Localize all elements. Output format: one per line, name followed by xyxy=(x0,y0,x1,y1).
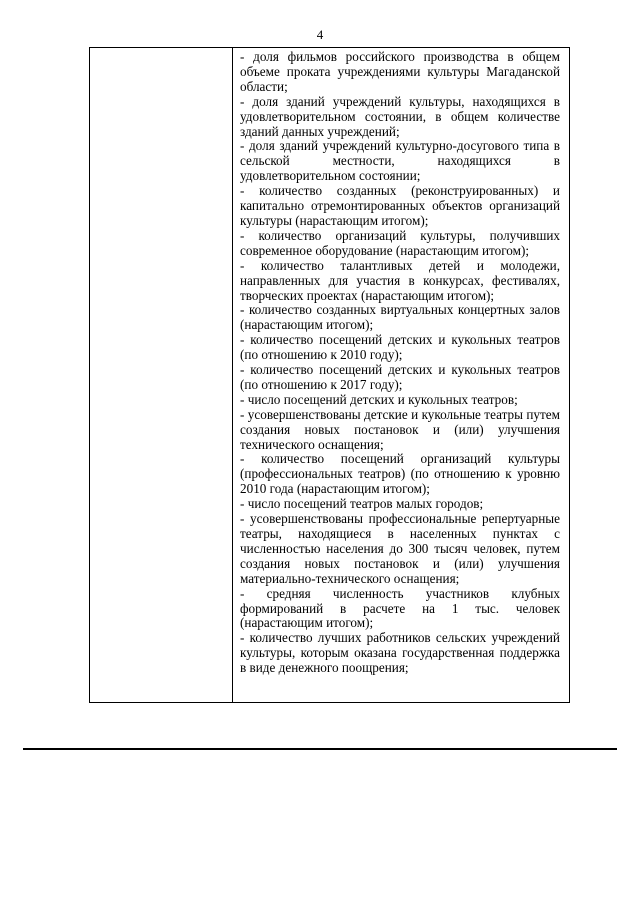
list-item: - количество посещений организаций культуры (профессиональных театров) (по отношению к уровню 2010 года (нарастающим итогом); xyxy=(240,451,560,497)
indicators-table xyxy=(89,47,570,703)
list-item: - количество посещений детских и кукольных театров (по отношению к 2010 году); xyxy=(240,332,560,363)
list-item: - количество посещений детских и кукольных театров (по отношению к 2017 году); xyxy=(240,362,560,392)
list-item: - количество созданных (реконструированных) и капитально отремонтированных объектов организаций культуры (нарастающим итогом); xyxy=(240,183,560,228)
list-item: - число посещений детских и кукольных театров; xyxy=(240,391,518,407)
list-item: - доля фильмов российского производства в общем объеме проката учреждениями культуры Магаданской области; xyxy=(240,49,560,94)
list-item: - количество организаций культуры, получивших современное оборудование (нарастающим итогом); xyxy=(240,227,560,258)
page-number: 4 xyxy=(316,27,324,42)
list-item: - доля зданий учреждений культурно-досугового типа в сельской местности, находящихся в удовлетворительном состоянии; xyxy=(240,138,560,184)
list-item: - средняя численность участников клубных формирований в расчете на 1 тыс. человек (нарастающим итогом); xyxy=(240,585,560,631)
table-left-cell xyxy=(90,48,233,702)
list-item: - количество созданных виртуальных концертных залов (нарастающим итогом); xyxy=(240,302,560,333)
list-item: - усовершенствованы профессиональные репертуарные театры, находящиеся в населенных пунктах с численностью населения до 300 тысяч человек, путем создания новых постановок и (или) улучшения материально-технического оснащения; xyxy=(240,511,560,586)
list-item: - количество талантливых детей и молодежи, направленных для участия в конкурсах, фестивалях, творческих проектах (нарастающим итогом); xyxy=(240,257,560,303)
list-item: - число посещений театров малых городов; xyxy=(240,496,484,512)
table-right-cell xyxy=(233,48,569,702)
list-item: - количество лучших работников сельских учреждений культуры, которым оказана государственная поддержка в виде денежного поощрения; xyxy=(240,630,560,676)
list-item: - доля зданий учреждений культуры, находящихся в удовлетворительном состоянии, в общем количестве зданий данных учреждений; xyxy=(240,93,560,139)
bottom-divider xyxy=(23,748,617,750)
list-item: - усовершенствованы детские и кукольные театры путем создания новых постановок и (или) улучшения технического оснащения; xyxy=(240,406,560,452)
